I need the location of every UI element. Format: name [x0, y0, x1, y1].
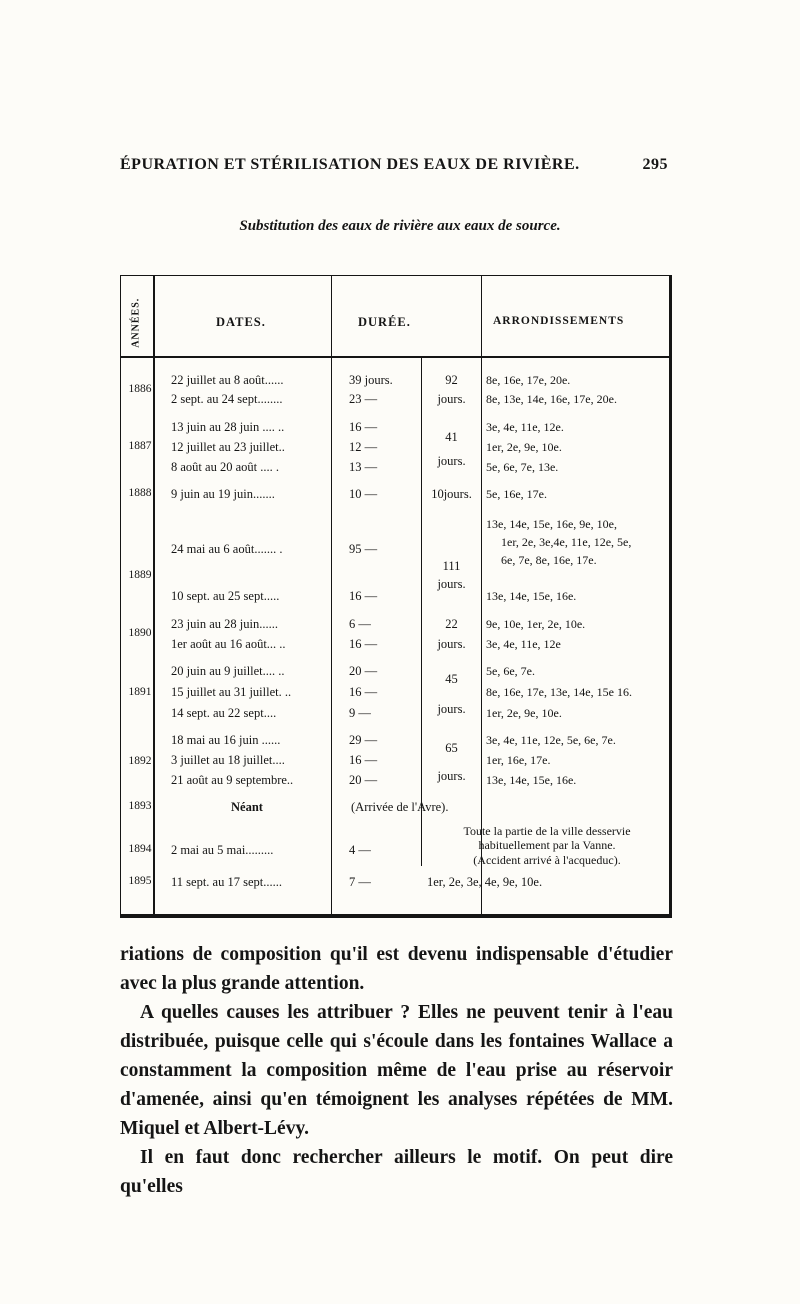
col-divider	[153, 276, 155, 914]
date-cell: 15 juillet au 31 juillet. ..	[171, 685, 292, 699]
date-cell: 8 août au 20 août .... .	[171, 460, 279, 474]
arrondissements-cell: 1er, 2e, 3e,4e, 11e, 12e, 5e,	[501, 535, 632, 549]
duration-cell: 95 —	[349, 542, 378, 556]
col-divider	[421, 356, 422, 866]
total-days: 10jours.	[431, 487, 472, 501]
arrondissements-cell: 5e, 6e, 7e.	[486, 664, 535, 678]
total-days: 111	[442, 559, 461, 573]
arrondissements-cell: 3e, 4e, 11e, 12e	[486, 637, 561, 651]
arrondissements-cell: 13e, 14e, 15e, 16e.	[486, 773, 577, 787]
year-label: 1887	[128, 440, 152, 452]
date-cell: 3 juillet au 18 juillet....	[171, 753, 285, 767]
date-cell: 21 août au 9 septembre..	[171, 773, 294, 787]
year-label: 1891	[128, 686, 152, 698]
paragraph: A quelles causes les attribuer ? Elles ne peuvent tenir à l'eau distribuée, puisque celle qui s'écoule dans les fontaines Wallace a constamment la composition même de l'eau prise au réservoir d'amenée, ainsi qu'en témoignent les analyses répétées de MM. Miquel et Albert-Lévy.	[120, 1002, 673, 1139]
date-cell: 18 mai au 16 juin ......	[171, 733, 281, 747]
total-unit: jours.	[437, 454, 466, 468]
arrondissements-cell: 6e, 7e, 8e, 16e, 17e.	[501, 553, 597, 567]
body-text	[120, 940, 673, 1201]
date-cell: 1er août au 16 août... ..	[171, 637, 286, 651]
year-label: 1893	[128, 800, 152, 812]
arrondissements-cell: 13e, 14e, 15e, 16e.	[486, 589, 577, 603]
date-cell: 11 sept. au 17 sept......	[171, 875, 282, 889]
duration-cell: 4 —	[349, 843, 371, 857]
year-label: 1888	[128, 487, 152, 499]
duration-cell: 20 —	[349, 664, 378, 678]
duration-cell: 6 —	[349, 617, 371, 631]
duration-cell: 16 —	[349, 589, 378, 603]
total-days: 92	[445, 373, 458, 387]
total-unit: jours.	[437, 702, 466, 716]
duration-cell: 9 —	[349, 706, 371, 720]
duration-cell: 13 —	[349, 460, 378, 474]
arrondissements-cell: 9e, 10e, 1er, 2e, 10e.	[486, 617, 586, 631]
duration-cell: 16 —	[349, 685, 378, 699]
arrondissements-cell: 8e, 13e, 14e, 16e, 17e, 20e.	[486, 392, 617, 406]
arrondissements-cell: 1er, 2e, 9e, 10e.	[486, 706, 562, 720]
header-arrondissements: ARRONDISSEMENTS	[493, 315, 625, 327]
date-cell: 2 mai au 5 mai.........	[171, 843, 274, 857]
arrondissements-cell: 5e, 6e, 7e, 13e.	[486, 460, 559, 474]
total-unit: jours.	[437, 392, 466, 406]
arrondissements-cell: 1er, 2e, 3e, 4e, 9e, 10e.	[427, 875, 543, 889]
duration-cell: 29 —	[349, 733, 378, 747]
year-label: 1890	[128, 627, 152, 639]
neant-note: Néant	[231, 800, 263, 814]
arrondissements-cell: 5e, 16e, 17e.	[486, 487, 547, 501]
accident-note	[427, 824, 667, 867]
duration-cell: 7 —	[349, 875, 371, 889]
substitution-table	[120, 275, 672, 918]
total-days: 41	[445, 430, 458, 444]
accident-note-line: (Accident arrivé à l'acqueduc).	[473, 852, 621, 867]
date-cell: 13 juin au 28 juin .... ..	[171, 420, 285, 434]
page-number: 295	[642, 156, 668, 173]
duration-cell: 20 —	[349, 773, 378, 787]
total-days: 45	[445, 672, 458, 686]
year-label: 1895	[128, 875, 152, 887]
duration-cell: 23 —	[349, 392, 378, 406]
arrondissements-cell: 8e, 16e, 17e, 20e.	[486, 373, 571, 387]
paragraph: riations de composition qu'il est devenu indispensable d'étudier avec la plus grande attention.	[120, 944, 673, 994]
accident-note-line: habituellement par la Vanne.	[478, 838, 616, 853]
running-title: ÉPURATION ET STÉRILISATION DES EAUX DE RIVIÈRE.	[120, 156, 580, 173]
table-subtitle: Substitution des eaux de rivière aux eaux de source.	[239, 218, 561, 234]
arrondissements-cell: 3e, 4e, 11e, 12e.	[486, 420, 564, 434]
date-cell: 10 sept. au 25 sept.....	[171, 589, 280, 603]
arrondissements-cell: 1er, 2e, 9e, 10e.	[486, 440, 562, 454]
duration-cell: 39 jours.	[349, 373, 393, 387]
year-label: 1886	[128, 383, 152, 395]
header-duration: DURÉE.	[358, 315, 411, 329]
year-label: 1889	[128, 569, 152, 581]
duration-cell: 16 —	[349, 637, 378, 651]
year-label: 1894	[128, 843, 152, 855]
total-days: 65	[445, 741, 458, 755]
col-divider	[331, 276, 332, 914]
total-unit: jours.	[437, 637, 466, 651]
duration-cell: 10 —	[349, 487, 378, 501]
arrondissements-cell: 13e, 14e, 15e, 16e, 9e, 10e,	[486, 517, 617, 531]
paragraph: Il en faut donc rechercher ailleurs le motif. On peut dire qu'elles	[120, 1147, 673, 1197]
date-cell: 2 sept. au 24 sept........	[171, 392, 283, 406]
date-cell: 24 mai au 6 août....... .	[171, 542, 283, 556]
date-cell: 23 juin au 28 juin......	[171, 617, 278, 631]
date-cell: 22 juillet au 8 août......	[171, 373, 284, 387]
duration-cell: 16 —	[349, 420, 378, 434]
total-days: 22	[445, 617, 458, 631]
accident-note-line: Toute la partie de la ville desservie	[463, 824, 631, 838]
arrondissements-cell: 3e, 4e, 11e, 12e, 5e, 6e, 7e.	[486, 733, 616, 747]
col-divider	[481, 276, 482, 914]
duration-cell: 12 —	[349, 440, 378, 454]
date-cell: 20 juin au 9 juillet.... ..	[171, 664, 285, 678]
header-dates: DATES.	[216, 315, 266, 329]
header-rule	[121, 356, 669, 358]
date-cell: 14 sept. au 22 sept....	[171, 706, 277, 720]
year-label: 1892	[128, 755, 152, 767]
date-cell: 9 juin au 19 juin.......	[171, 487, 275, 501]
header-years: ANNÉES.	[130, 297, 142, 349]
total-unit: jours.	[437, 577, 466, 591]
total-unit: jours.	[437, 769, 466, 783]
arrondissements-cell: 1er, 16e, 17e.	[486, 753, 551, 767]
date-cell: 12 juillet au 23 juillet..	[171, 440, 285, 454]
arrondissements-cell: 8e, 16e, 17e, 13e, 14e, 15e 16.	[486, 685, 632, 699]
running-header	[120, 156, 668, 174]
avre-note: (Arrivée de l'Avre).	[351, 800, 449, 814]
duration-cell: 16 —	[349, 753, 378, 767]
